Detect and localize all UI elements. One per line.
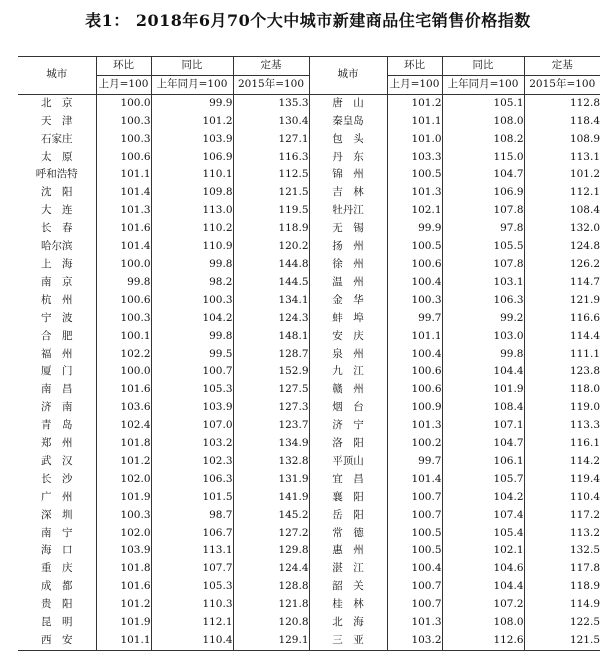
mom-index-cell: 103.2 — [387, 632, 442, 650]
mom-index-cell: 100.9 — [387, 399, 442, 417]
yoy-index-cell: 101.9 — [442, 381, 524, 399]
yoy-index-cell: 112.1 — [151, 614, 233, 632]
city-name-cell: 宜 昌 — [309, 471, 387, 489]
city-name-cell: 岳 阳 — [309, 507, 387, 525]
yoy-index-cell: 106.9 — [151, 149, 233, 167]
yoy-index-cell: 104.2 — [442, 489, 524, 507]
yoy-index-cell: 112.6 — [442, 632, 524, 650]
base-index-cell: 128.8 — [233, 578, 309, 596]
yoy-index-cell: 103.9 — [151, 399, 233, 417]
base-index-cell: 120.2 — [233, 238, 309, 256]
base-index-cell: 144.5 — [233, 274, 309, 292]
base-index-cell: 132.5 — [524, 542, 600, 560]
city-name-cell: 常 德 — [309, 525, 387, 543]
yoy-index-cell: 103.2 — [151, 435, 233, 453]
base-index-cell: 116.1 — [524, 435, 600, 453]
yoy-index-cell: 110.4 — [151, 632, 233, 650]
base-index-cell: 135.3 — [233, 94, 309, 112]
base-index-cell: 114.4 — [524, 328, 600, 346]
table-row — [18, 131, 600, 149]
base-index-cell: 130.4 — [233, 113, 309, 131]
yoy-index-cell: 105.5 — [442, 238, 524, 256]
base-column-header: 定基 — [524, 57, 600, 76]
mom-index-cell: 101.8 — [96, 435, 151, 453]
mom-index-cell: 102.1 — [387, 202, 442, 220]
base-index-cell: 114.9 — [524, 596, 600, 614]
price-index-table — [18, 56, 600, 651]
base-index-cell: 118.9 — [233, 220, 309, 238]
mom-index-cell: 100.1 — [96, 328, 151, 346]
base-index-cell: 113.3 — [524, 417, 600, 435]
city-name-cell: 九 江 — [309, 363, 387, 381]
city-name-cell: 济 南 — [41, 401, 73, 414]
yoy-index-cell: 106.7 — [151, 525, 233, 543]
city-name-cell: 惠 州 — [309, 542, 387, 560]
yoy-base-header: 上年同月=100 — [151, 75, 233, 94]
yoy-index-cell: 100.7 — [151, 363, 233, 381]
yoy-index-cell: 110.1 — [151, 166, 233, 184]
base-index-cell: 141.9 — [233, 489, 309, 507]
city-name-cell: 烟 台 — [309, 399, 387, 417]
mom-column-header: 环比 — [387, 57, 442, 76]
city-name-cell: 西 安 — [18, 632, 96, 650]
mom-index-cell: 101.0 — [387, 131, 442, 149]
yoy-index-cell: 110.9 — [151, 238, 233, 256]
table-row — [18, 525, 600, 543]
city-name-cell: 石家庄 — [41, 132, 73, 145]
yoy-index-cell: 103.0 — [442, 328, 524, 346]
mom-index-cell: 101.1 — [96, 166, 151, 184]
city-name-cell: 温 州 — [309, 274, 387, 292]
table-row — [18, 417, 600, 435]
base-index-cell: 128.7 — [233, 346, 309, 364]
mom-index-cell: 100.3 — [387, 292, 442, 310]
base-index-cell: 121.5 — [524, 632, 600, 650]
city-name-cell: 平顶山 — [309, 453, 387, 471]
table-row — [18, 632, 600, 650]
mom-index-cell: 102.0 — [96, 471, 151, 489]
city-name-cell: 蚌 埠 — [309, 310, 387, 328]
yoy-index-cell: 110.3 — [151, 596, 233, 614]
base-index-cell: 127.1 — [233, 131, 309, 149]
city-name-cell: 大 连 — [41, 204, 73, 217]
mom-index-cell: 101.1 — [387, 113, 442, 131]
yoy-index-cell: 107.2 — [442, 596, 524, 614]
base-index-cell: 101.2 — [524, 166, 600, 184]
base-index-cell: 144.8 — [233, 256, 309, 274]
mom-index-cell: 99.9 — [387, 220, 442, 238]
mom-index-cell: 101.4 — [96, 238, 151, 256]
yoy-index-cell: 102.3 — [151, 453, 233, 471]
mom-index-cell: 99.7 — [387, 453, 442, 471]
table-row — [18, 578, 600, 596]
yoy-index-cell: 101.2 — [151, 113, 233, 131]
yoy-index-cell: 108.4 — [442, 399, 524, 417]
yoy-index-cell: 104.7 — [442, 166, 524, 184]
mom-index-cell: 101.2 — [96, 596, 151, 614]
yoy-index-cell: 108.2 — [442, 131, 524, 149]
city-name-cell: 郑 州 — [41, 437, 73, 450]
mom-index-cell: 100.3 — [96, 310, 151, 328]
base-index-cell: 132.8 — [233, 453, 309, 471]
city-name-cell: 洛 阳 — [309, 435, 387, 453]
mom-index-cell: 99.8 — [96, 274, 151, 292]
base-index-cell: 108.9 — [524, 131, 600, 149]
table-row — [18, 507, 600, 525]
city-name-cell: 合 肥 — [41, 329, 73, 342]
city-name-cell: 丹 东 — [309, 149, 387, 167]
city-name-cell: 北 海 — [309, 614, 387, 632]
city-name-cell: 杭 州 — [41, 293, 73, 306]
city-name-cell: 韶 关 — [309, 578, 387, 596]
yoy-column-header: 同比 — [442, 57, 524, 76]
mom-index-cell: 100.5 — [387, 166, 442, 184]
base-index-cell: 132.0 — [524, 220, 600, 238]
base-index-cell: 116.3 — [233, 149, 309, 167]
table-row — [18, 542, 600, 560]
header-row-top — [18, 57, 600, 76]
city-name-cell: 福 州 — [41, 347, 73, 360]
city-name-cell: 徐 州 — [309, 256, 387, 274]
table-row — [18, 471, 600, 489]
yoy-index-cell: 104.2 — [151, 310, 233, 328]
base-index-cell: 129.8 — [233, 542, 309, 560]
mom-index-cell: 100.6 — [96, 292, 151, 310]
yoy-index-cell: 107.0 — [151, 417, 233, 435]
base-index-cell: 112.8 — [524, 94, 600, 112]
base-index-cell: 119.0 — [524, 399, 600, 417]
table-row — [18, 94, 600, 112]
base-index-cell: 118.0 — [524, 381, 600, 399]
city-name-cell: 秦皇岛 — [309, 113, 387, 131]
mom-column-header: 环比 — [96, 57, 151, 76]
mom-index-cell: 101.4 — [387, 471, 442, 489]
base-index-cell: 124.3 — [233, 310, 309, 328]
city-name-cell: 南 京 — [41, 275, 73, 288]
city-column-header: 城市 — [309, 57, 387, 95]
page-title: 表1： 2018年6月70个大中城市新建商品住宅销售价格指数 — [85, 11, 531, 30]
base-index-cell: 124.4 — [233, 560, 309, 578]
table-row — [18, 166, 600, 184]
mom-index-cell: 102.4 — [96, 417, 151, 435]
yoy-index-cell: 99.5 — [151, 346, 233, 364]
mom-index-cell: 100.3 — [96, 507, 151, 525]
city-name-cell: 唐 山 — [309, 94, 387, 112]
table-row — [18, 560, 600, 578]
yoy-index-cell: 105.7 — [442, 471, 524, 489]
mom-index-cell: 100.4 — [387, 560, 442, 578]
city-name-cell: 呼和浩特 — [35, 168, 78, 181]
mom-index-cell: 100.7 — [387, 578, 442, 596]
yoy-index-cell: 104.6 — [442, 560, 524, 578]
mom-index-cell: 102.2 — [96, 346, 151, 364]
mom-index-cell: 100.7 — [387, 489, 442, 507]
yoy-index-cell: 105.3 — [151, 578, 233, 596]
city-name-cell: 南 昌 — [41, 383, 73, 396]
city-name-cell: 泉 州 — [309, 346, 387, 364]
yoy-index-cell: 106.3 — [442, 292, 524, 310]
mom-index-cell: 103.3 — [387, 149, 442, 167]
yoy-index-cell: 107.8 — [442, 256, 524, 274]
mom-index-cell: 101.4 — [96, 184, 151, 202]
mom-index-cell: 100.4 — [387, 274, 442, 292]
table-body — [18, 94, 600, 650]
mom-index-cell: 99.7 — [387, 310, 442, 328]
mom-index-cell: 100.5 — [387, 238, 442, 256]
yoy-index-cell: 104.4 — [442, 578, 524, 596]
table-row — [18, 238, 600, 256]
city-name-cell: 北 京 — [41, 96, 73, 109]
table-row — [18, 596, 600, 614]
city-column-header: 城市 — [18, 57, 96, 95]
mom-index-cell: 100.0 — [96, 94, 151, 112]
yoy-index-cell: 104.7 — [442, 435, 524, 453]
yoy-index-cell: 98.7 — [151, 507, 233, 525]
fixed-base-header: 2015年=100 — [233, 75, 309, 94]
mom-index-cell: 102.0 — [96, 525, 151, 543]
city-name-cell: 南 宁 — [41, 526, 73, 539]
mom-index-cell: 101.9 — [96, 614, 151, 632]
city-name-cell: 成 都 — [41, 580, 73, 593]
base-index-cell: 122.5 — [524, 614, 600, 632]
base-index-cell: 117.8 — [524, 560, 600, 578]
base-index-cell: 112.1 — [524, 184, 600, 202]
mom-index-cell: 103.6 — [96, 399, 151, 417]
yoy-index-cell: 106.3 — [151, 471, 233, 489]
base-index-cell: 127.3 — [233, 399, 309, 417]
yoy-index-cell: 102.1 — [442, 542, 524, 560]
city-name-cell: 无 锡 — [309, 220, 387, 238]
yoy-index-cell: 108.0 — [442, 113, 524, 131]
city-name-cell: 深 圳 — [41, 508, 73, 521]
mom-index-cell: 101.1 — [96, 632, 151, 650]
city-name-cell: 长 春 — [41, 222, 73, 235]
city-name-cell: 三 亚 — [309, 632, 387, 650]
base-index-cell: 120.8 — [233, 614, 309, 632]
yoy-index-cell: 110.2 — [151, 220, 233, 238]
city-name-cell: 吉 林 — [309, 184, 387, 202]
base-index-cell: 152.9 — [233, 363, 309, 381]
city-name-cell: 襄 阳 — [309, 489, 387, 507]
fixed-base-header: 2015年=100 — [524, 75, 600, 94]
mom-index-cell: 101.9 — [96, 489, 151, 507]
mom-index-cell: 100.7 — [387, 596, 442, 614]
base-column-header: 定基 — [233, 57, 309, 76]
city-name-cell: 天 津 — [41, 114, 73, 127]
mom-index-cell: 100.5 — [387, 542, 442, 560]
yoy-index-cell: 101.5 — [151, 489, 233, 507]
mom-index-cell: 101.6 — [96, 220, 151, 238]
city-name-cell: 广 州 — [41, 490, 73, 503]
base-index-cell: 118.9 — [524, 578, 600, 596]
yoy-index-cell: 107.7 — [151, 560, 233, 578]
city-name-cell: 牡丹江 — [309, 202, 387, 220]
city-name-cell: 厦 门 — [41, 365, 73, 378]
city-name-cell: 武 汉 — [41, 454, 73, 467]
mom-index-cell: 100.6 — [96, 149, 151, 167]
base-index-cell: 114.2 — [524, 453, 600, 471]
base-index-cell: 121.5 — [233, 184, 309, 202]
yoy-index-cell: 98.2 — [151, 274, 233, 292]
city-name-cell: 赣 州 — [309, 381, 387, 399]
city-name-cell: 包 头 — [309, 131, 387, 149]
mom-index-cell: 100.7 — [387, 507, 442, 525]
base-index-cell: 123.7 — [233, 417, 309, 435]
city-name-cell: 太 原 — [41, 150, 73, 163]
table-row — [18, 346, 600, 364]
yoy-index-cell: 115.0 — [442, 149, 524, 167]
city-name-cell: 昆 明 — [41, 616, 73, 629]
table-row — [18, 614, 600, 632]
base-index-cell: 148.1 — [233, 328, 309, 346]
mom-index-cell: 100.6 — [387, 256, 442, 274]
base-index-cell: 111.1 — [524, 346, 600, 364]
yoy-index-cell: 99.2 — [442, 310, 524, 328]
yoy-index-cell: 105.1 — [442, 94, 524, 112]
city-name-cell: 哈尔滨 — [41, 240, 73, 253]
yoy-index-cell: 107.1 — [442, 417, 524, 435]
mom-index-cell: 100.2 — [387, 435, 442, 453]
city-name-cell: 上 海 — [41, 257, 73, 270]
yoy-index-cell: 106.1 — [442, 453, 524, 471]
base-index-cell: 110.4 — [524, 489, 600, 507]
yoy-index-cell: 105.3 — [151, 381, 233, 399]
city-name-cell: 宁 波 — [41, 311, 73, 324]
base-index-cell: 134.1 — [233, 292, 309, 310]
city-name-cell: 重 庆 — [41, 562, 73, 575]
mom-index-cell: 100.3 — [96, 131, 151, 149]
yoy-index-cell: 100.3 — [151, 292, 233, 310]
yoy-index-cell: 99.8 — [442, 346, 524, 364]
base-index-cell: 126.2 — [524, 256, 600, 274]
yoy-index-cell: 107.4 — [442, 507, 524, 525]
table-row — [18, 310, 600, 328]
city-name-cell: 扬 州 — [309, 238, 387, 256]
mom-index-cell: 101.6 — [96, 578, 151, 596]
base-index-cell: 113.2 — [524, 525, 600, 543]
city-name-cell: 安 庆 — [309, 328, 387, 346]
yoy-base-header: 上年同月=100 — [442, 75, 524, 94]
table-row — [18, 435, 600, 453]
city-name-cell: 海 口 — [41, 544, 73, 557]
mom-index-cell: 100.4 — [387, 346, 442, 364]
table-row — [18, 202, 600, 220]
mom-index-cell: 103.9 — [96, 542, 151, 560]
city-name-cell: 桂 林 — [309, 596, 387, 614]
base-index-cell: 127.2 — [233, 525, 309, 543]
table-row — [18, 489, 600, 507]
base-index-cell: 116.6 — [524, 310, 600, 328]
table-row — [18, 220, 600, 238]
yoy-index-cell: 99.8 — [151, 328, 233, 346]
yoy-index-cell: 99.9 — [151, 94, 233, 112]
base-index-cell: 134.9 — [233, 435, 309, 453]
yoy-column-header: 同比 — [151, 57, 233, 76]
city-name-cell: 长 沙 — [41, 472, 73, 485]
yoy-index-cell: 103.1 — [442, 274, 524, 292]
mom-index-cell: 101.3 — [96, 202, 151, 220]
base-index-cell: 114.7 — [524, 274, 600, 292]
base-index-cell: 123.8 — [524, 363, 600, 381]
mom-index-cell: 101.3 — [387, 614, 442, 632]
base-index-cell: 127.5 — [233, 381, 309, 399]
base-index-cell: 131.9 — [233, 471, 309, 489]
yoy-index-cell: 106.9 — [442, 184, 524, 202]
table-row — [18, 453, 600, 471]
yoy-index-cell: 97.8 — [442, 220, 524, 238]
yoy-index-cell: 104.4 — [442, 363, 524, 381]
base-index-cell: 121.8 — [233, 596, 309, 614]
mom-index-cell: 101.8 — [96, 560, 151, 578]
base-index-cell: 119.4 — [524, 471, 600, 489]
base-index-cell: 117.2 — [524, 507, 600, 525]
mom-index-cell: 100.6 — [387, 381, 442, 399]
base-index-cell: 129.1 — [233, 632, 309, 650]
table-row — [18, 184, 600, 202]
table-row — [18, 399, 600, 417]
mom-index-cell: 101.2 — [387, 94, 442, 112]
table-row — [18, 113, 600, 131]
table-row — [18, 363, 600, 381]
mom-index-cell: 101.1 — [387, 328, 442, 346]
base-index-cell: 121.9 — [524, 292, 600, 310]
base-index-cell: 118.4 — [524, 113, 600, 131]
mom-index-cell: 100.0 — [96, 256, 151, 274]
yoy-index-cell: 113.0 — [151, 202, 233, 220]
base-index-cell: 145.2 — [233, 507, 309, 525]
city-name-cell: 锦 州 — [309, 166, 387, 184]
city-name-cell: 济 宁 — [309, 417, 387, 435]
mom-index-cell: 100.5 — [387, 525, 442, 543]
base-index-cell: 108.4 — [524, 202, 600, 220]
yoy-index-cell: 103.9 — [151, 131, 233, 149]
base-index-cell: 124.8 — [524, 238, 600, 256]
mom-index-cell: 101.3 — [387, 417, 442, 435]
mom-index-cell: 101.3 — [387, 184, 442, 202]
yoy-index-cell: 109.8 — [151, 184, 233, 202]
mom-index-cell: 100.3 — [96, 113, 151, 131]
table-row — [18, 328, 600, 346]
table-row — [18, 381, 600, 399]
city-name-cell: 贵 阳 — [41, 598, 73, 611]
base-index-cell: 119.5 — [233, 202, 309, 220]
table-row — [18, 274, 600, 292]
mom-index-cell: 101.2 — [96, 453, 151, 471]
base-index-cell: 113.1 — [524, 149, 600, 167]
yoy-index-cell: 99.8 — [151, 256, 233, 274]
yoy-index-cell: 113.1 — [151, 542, 233, 560]
mom-index-cell: 100.0 — [96, 363, 151, 381]
mom-base-header: 上月=100 — [387, 75, 442, 94]
table-row — [18, 256, 600, 274]
city-name-cell: 金 华 — [309, 292, 387, 310]
mom-base-header: 上月=100 — [96, 75, 151, 94]
yoy-index-cell: 108.0 — [442, 614, 524, 632]
table-row — [18, 292, 600, 310]
city-name-cell: 青 岛 — [41, 419, 73, 432]
yoy-index-cell: 107.8 — [442, 202, 524, 220]
city-name-cell: 沈 阳 — [41, 186, 73, 199]
base-index-cell: 112.5 — [233, 166, 309, 184]
yoy-index-cell: 105.4 — [442, 525, 524, 543]
mom-index-cell: 101.6 — [96, 381, 151, 399]
mom-index-cell: 100.6 — [387, 363, 442, 381]
table-row — [18, 149, 600, 167]
city-name-cell: 湛 江 — [309, 560, 387, 578]
